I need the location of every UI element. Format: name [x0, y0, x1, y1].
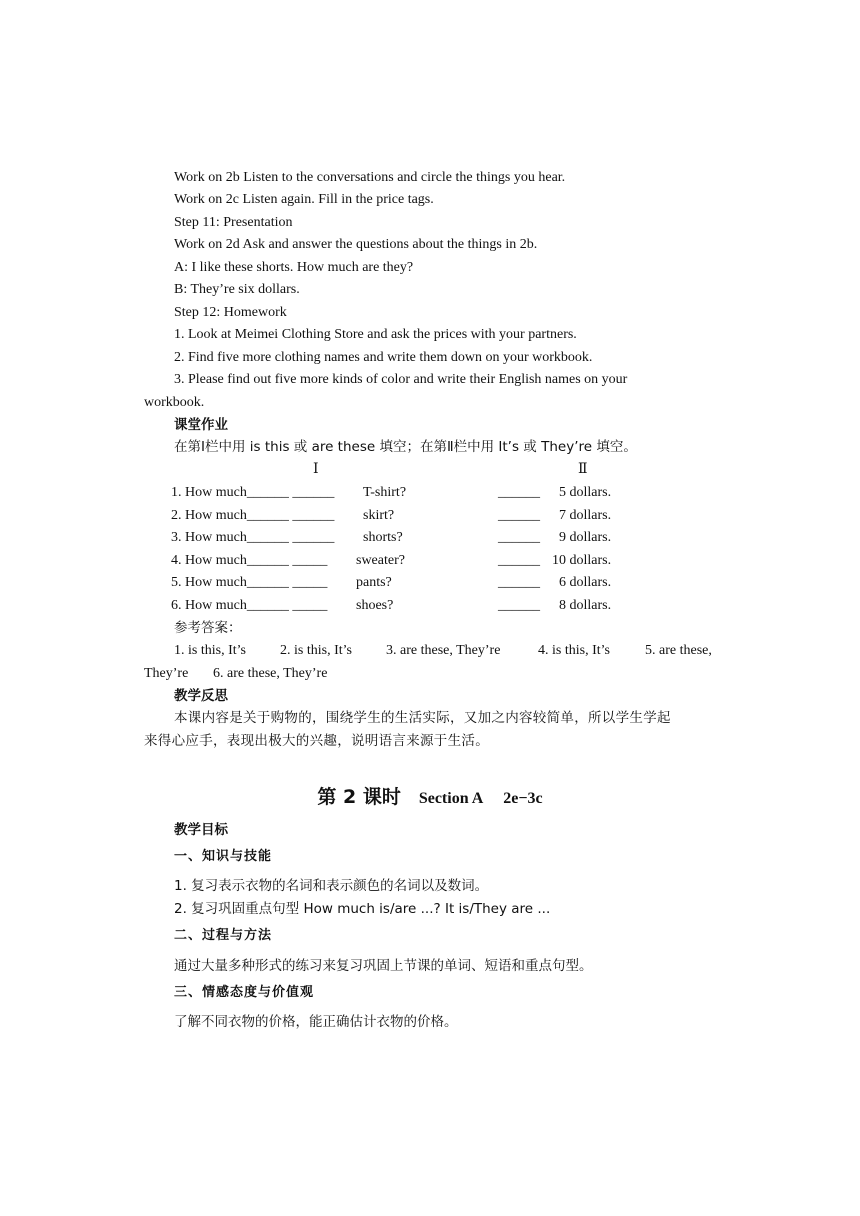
lesson-title-cn: 第 2 课时: [317, 786, 401, 808]
instruction: 在第Ⅰ栏中用 is this 或 are these 填空；在第Ⅱ栏中用 It’s 或 They’re 填空。: [174, 439, 637, 455]
exercise-prefix: 4. How much______ _____: [171, 553, 328, 568]
exercise-item: T-shirt?: [363, 485, 407, 500]
answer-5: 5. are these,: [645, 643, 712, 658]
exercise-price: 10 dollars.: [552, 553, 612, 568]
answer-1: 1. is this, It’s: [174, 643, 246, 658]
lesson-title-section: Section A: [418, 790, 484, 807]
exercise-item: shoes?: [356, 598, 394, 613]
exercise-price: 9 dollars.: [559, 530, 612, 545]
reflection-text: 本课内容是关于购物的，围绕学生的生活实际，又加之内容较简单，所以学生学起: [174, 710, 671, 726]
answer-2: 2. is this, It’s: [280, 643, 352, 658]
text-line: workbook.: [144, 395, 205, 410]
exercise-item: skirt?: [363, 508, 395, 523]
exercise-prefix: 1. How much______ ______: [171, 485, 335, 500]
goal-3-text: 了解不同衣物的价格，能正确估计衣物的价格。: [174, 1014, 458, 1030]
exercise-item: shorts?: [363, 530, 403, 545]
goal-3-heading: 三、情感态度与价值观: [174, 985, 315, 1000]
exercise-item: sweater?: [356, 553, 405, 568]
homework-heading: 课堂作业: [174, 417, 228, 433]
text-line: 3. Please find out five more kinds of color and write their English names on your: [174, 372, 628, 387]
goal-1-item: 1. 复习表示衣物的名词和表示颜色的名词以及数词。: [174, 878, 489, 894]
exercise-prefix: 5. How much______ _____: [171, 575, 328, 590]
text-line: 2. Find five more clothing names and write them down on your workbook.: [174, 350, 593, 365]
answer-6: 6. are these, They’re: [213, 666, 328, 681]
text-line: Work on 2b Listen to the conversations and circle the things you hear.: [174, 170, 566, 185]
answer-5-cont: They’re: [144, 666, 189, 681]
exercise-blank: ______: [498, 553, 540, 568]
text-line: Step 12: Homework: [174, 305, 287, 320]
column-two-label: Ⅱ: [578, 462, 588, 477]
lesson-title-range: 2e−3c: [503, 790, 543, 807]
text-line: Work on 2c Listen again. Fill in the price tags.: [174, 192, 434, 207]
exercise-blank: ______: [498, 508, 540, 523]
goals-heading: 教学目标: [174, 822, 228, 838]
exercise-price: 5 dollars.: [559, 485, 612, 500]
exercise-price: 8 dollars.: [559, 598, 612, 613]
exercise-prefix: 3. How much______ ______: [171, 530, 335, 545]
exercise-price: 6 dollars.: [559, 575, 612, 590]
answer-3: 3. are these, They’re: [386, 643, 501, 658]
text-line: 1. Look at Meimei Clothing Store and ask the prices with your partners.: [174, 327, 577, 342]
exercise-blank: ______: [498, 530, 540, 545]
lesson-title: [0, 784, 860, 813]
text-line: A: I like these shorts. How much are they?: [174, 260, 414, 275]
text-line: Work on 2d Ask and answer the questions about the things in 2b.: [174, 237, 538, 252]
column-one-label: Ⅰ: [313, 462, 319, 477]
exercise-prefix: 6. How much______ _____: [171, 598, 328, 613]
exercise-blank: ______: [498, 598, 540, 613]
text-line: B: They’re six dollars.: [174, 282, 300, 297]
reflection-text: 来得心应手，表现出极大的兴趣，说明语言来源于生活。: [144, 733, 489, 749]
goal-1-heading: 一、知识与技能: [174, 849, 273, 864]
reflection-heading: 教学反思: [174, 688, 228, 704]
exercise-prefix: 2. How much______ ______: [171, 508, 335, 523]
exercise-item: pants?: [356, 575, 392, 590]
answer-4: 4. is this, It’s: [538, 643, 610, 658]
goal-1-item: 2. 复习巩固重点句型 How much is/are ...? It is/They are ...: [174, 901, 551, 917]
goal-2-heading: 二、过程与方法: [174, 928, 273, 943]
exercise-blank: ______: [498, 485, 540, 500]
exercise-price: 7 dollars.: [559, 508, 612, 523]
exercise-blank: ______: [498, 575, 540, 590]
goal-2-text: 通过大量多种形式的练习来复习巩固上节课的单词、短语和重点句型。: [174, 958, 593, 974]
answer-label: 参考答案：: [174, 620, 242, 636]
text-line: Step 11: Presentation: [174, 215, 293, 230]
